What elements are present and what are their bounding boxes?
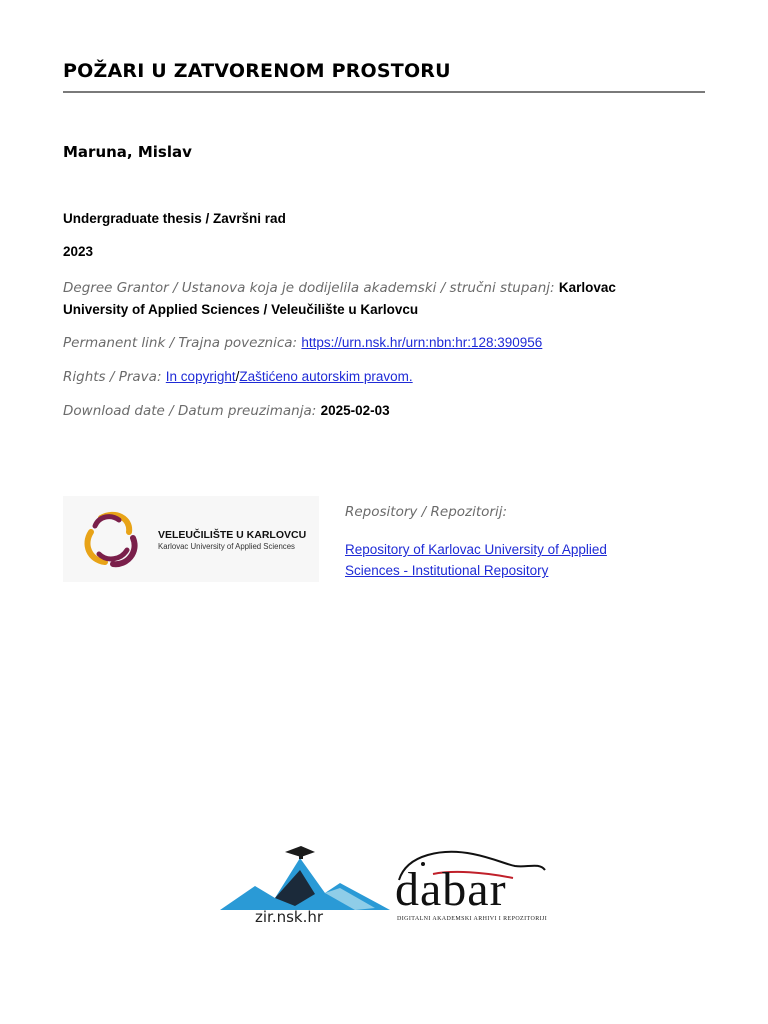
institution-emblem-icon	[81, 510, 145, 570]
institution-logo	[63, 496, 319, 582]
permanent-link-label: Permanent link / Trajna poveznica:	[63, 335, 298, 351]
rights-link-hr[interactable]: Zaštićeno autorskim pravom.	[239, 369, 413, 384]
repository-link[interactable]: Repository of Karlovac University of Applied Sciences - Institutional Repository	[345, 542, 607, 578]
rights-label: Rights / Prava:	[63, 369, 162, 385]
dabar-logo-subtitle: DIGITALNI AKADEMSKI ARHIVI I REPOZITORIJI	[397, 916, 548, 922]
rights-separator: /	[235, 369, 240, 384]
permanent-link[interactable]: https://urn.nsk.hr/urn:nbn:hr:128:390956	[301, 335, 543, 350]
permanent-link-row	[63, 332, 673, 354]
degree-grantor-row	[63, 277, 673, 321]
zir-mountain-icon	[215, 838, 395, 913]
download-date-label: Download date / Datum preuzimanja:	[63, 403, 317, 419]
institution-logo-name: VELEUČILIŠTE U KARLOVCU	[158, 529, 307, 541]
document-type: Undergraduate thesis / Završni rad	[63, 211, 286, 226]
institution-logo-subtitle: Karlovac University of Applied Sciences	[158, 542, 295, 551]
dabar-logo-text: dabar	[395, 863, 507, 916]
repository-label: Repository / Repozitorij:	[345, 504, 508, 520]
title-divider	[63, 91, 705, 93]
degree-grantor-value: Karlovac University of Applied Sciences / Veleučilište u Karlovcu	[63, 280, 616, 317]
author-name: Maruna, Mislav	[63, 143, 192, 161]
download-date-row	[63, 400, 673, 422]
document-title: POŽARI U ZATVORENOM PROSTORU	[63, 60, 451, 82]
degree-grantor-label: Degree Grantor / Ustanova koja je dodijelila akademski / stručni stupanj:	[63, 280, 555, 296]
document-year: 2023	[63, 244, 94, 259]
rights-row	[63, 366, 673, 388]
download-date-value: 2025-02-03	[320, 403, 390, 418]
rights-link-en[interactable]: In copyright	[165, 369, 236, 384]
footer-logos	[215, 838, 555, 933]
zir-logo-text: zir.nsk.hr	[255, 908, 324, 926]
